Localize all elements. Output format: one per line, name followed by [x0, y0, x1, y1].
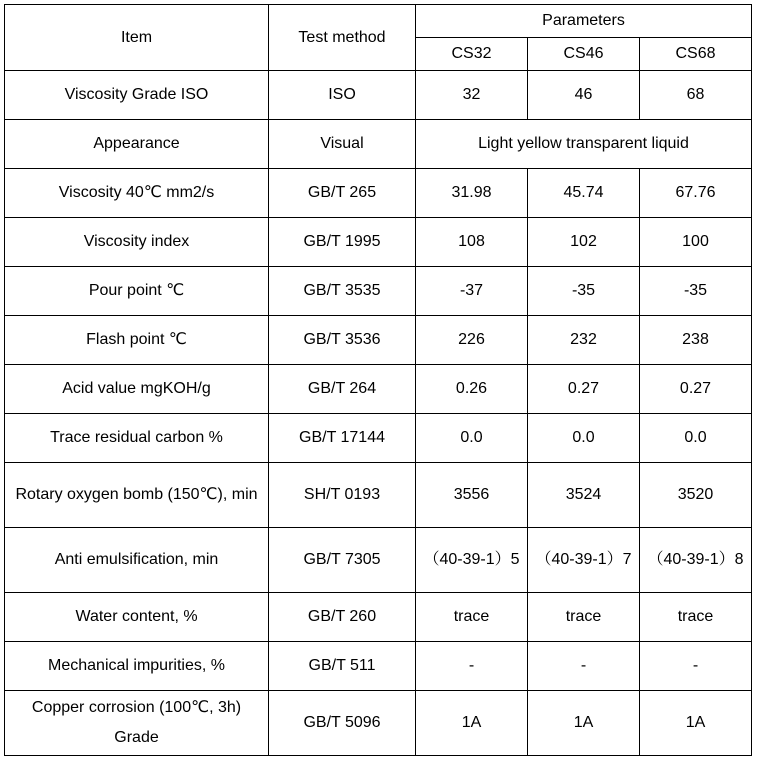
row-item: Appearance — [5, 120, 269, 169]
row-value: 108 — [416, 218, 528, 267]
table-row — [5, 414, 752, 463]
row-item: Water content, % — [5, 593, 269, 642]
row-value: 46 — [528, 71, 640, 120]
row-method: SH/T 0193 — [269, 463, 416, 528]
row-value: 238 — [640, 316, 752, 365]
row-value: 100 — [640, 218, 752, 267]
spec-table — [4, 4, 752, 756]
row-value: trace — [640, 593, 752, 642]
header-grade: CS46 — [528, 38, 640, 71]
row-value: 232 — [528, 316, 640, 365]
row-method: Visual — [269, 120, 416, 169]
row-value: 1A — [528, 691, 640, 756]
row-item: Acid value mgKOH/g — [5, 365, 269, 414]
row-value: -37 — [416, 267, 528, 316]
row-method: GB/T 260 — [269, 593, 416, 642]
row-value: 45.74 — [528, 169, 640, 218]
table-row — [5, 316, 752, 365]
table-row — [5, 593, 752, 642]
header-grade: CS68 — [640, 38, 752, 71]
row-value: trace — [528, 593, 640, 642]
header-test-method: Test method — [269, 5, 416, 71]
table-row — [5, 365, 752, 414]
row-method: GB/T 264 — [269, 365, 416, 414]
row-value: 1A — [416, 691, 528, 756]
header-grade: CS32 — [416, 38, 528, 71]
table-row — [5, 691, 752, 756]
row-value: （40-39-1）7 — [528, 528, 640, 593]
row-item: Trace residual carbon % — [5, 414, 269, 463]
row-value: 0.27 — [640, 365, 752, 414]
table-row — [5, 267, 752, 316]
row-method: GB/T 3535 — [269, 267, 416, 316]
row-value: 32 — [416, 71, 528, 120]
row-method: GB/T 511 — [269, 642, 416, 691]
row-value: - — [416, 642, 528, 691]
row-item: Mechanical impurities, % — [5, 642, 269, 691]
row-item: Viscosity index — [5, 218, 269, 267]
row-value: 0.26 — [416, 365, 528, 414]
table-row — [5, 642, 752, 691]
header-row — [5, 5, 752, 38]
row-value: 68 — [640, 71, 752, 120]
row-item: Rotary oxygen bomb (150℃), min — [5, 463, 269, 528]
row-value: 0.0 — [528, 414, 640, 463]
table-row — [5, 71, 752, 120]
header-parameters: Parameters — [416, 5, 752, 38]
row-value: 226 — [416, 316, 528, 365]
row-value: -35 — [640, 267, 752, 316]
row-method: GB/T 5096 — [269, 691, 416, 756]
row-value: -35 — [528, 267, 640, 316]
row-value: 67.76 — [640, 169, 752, 218]
row-value: 3520 — [640, 463, 752, 528]
row-item: Pour point ℃ — [5, 267, 269, 316]
row-method: ISO — [269, 71, 416, 120]
row-value: 102 — [528, 218, 640, 267]
row-merged-value: Light yellow transparent liquid — [416, 120, 752, 169]
row-method: GB/T 7305 — [269, 528, 416, 593]
row-method: GB/T 17144 — [269, 414, 416, 463]
row-item: Viscosity Grade ISO — [5, 71, 269, 120]
row-method: GB/T 3536 — [269, 316, 416, 365]
row-value: 0.27 — [528, 365, 640, 414]
row-value: 31.98 — [416, 169, 528, 218]
table-row — [5, 528, 752, 593]
row-item: Anti emulsification, min — [5, 528, 269, 593]
row-value: （40-39-1）5 — [416, 528, 528, 593]
table-row — [5, 463, 752, 528]
row-item: Viscosity 40℃ mm2/s — [5, 169, 269, 218]
header-item: Item — [5, 5, 269, 71]
row-value: 3556 — [416, 463, 528, 528]
table-row — [5, 169, 752, 218]
row-value: 1A — [640, 691, 752, 756]
row-method: GB/T 1995 — [269, 218, 416, 267]
row-value: （40-39-1）8 — [640, 528, 752, 593]
row-value: - — [640, 642, 752, 691]
table-row — [5, 120, 752, 169]
row-value: 0.0 — [640, 414, 752, 463]
row-value: 0.0 — [416, 414, 528, 463]
row-value: 3524 — [528, 463, 640, 528]
row-value: - — [528, 642, 640, 691]
row-item: Copper corrosion (100℃, 3h) Grade — [5, 691, 269, 756]
row-method: GB/T 265 — [269, 169, 416, 218]
row-value: trace — [416, 593, 528, 642]
table-row — [5, 218, 752, 267]
row-item: Flash point ℃ — [5, 316, 269, 365]
